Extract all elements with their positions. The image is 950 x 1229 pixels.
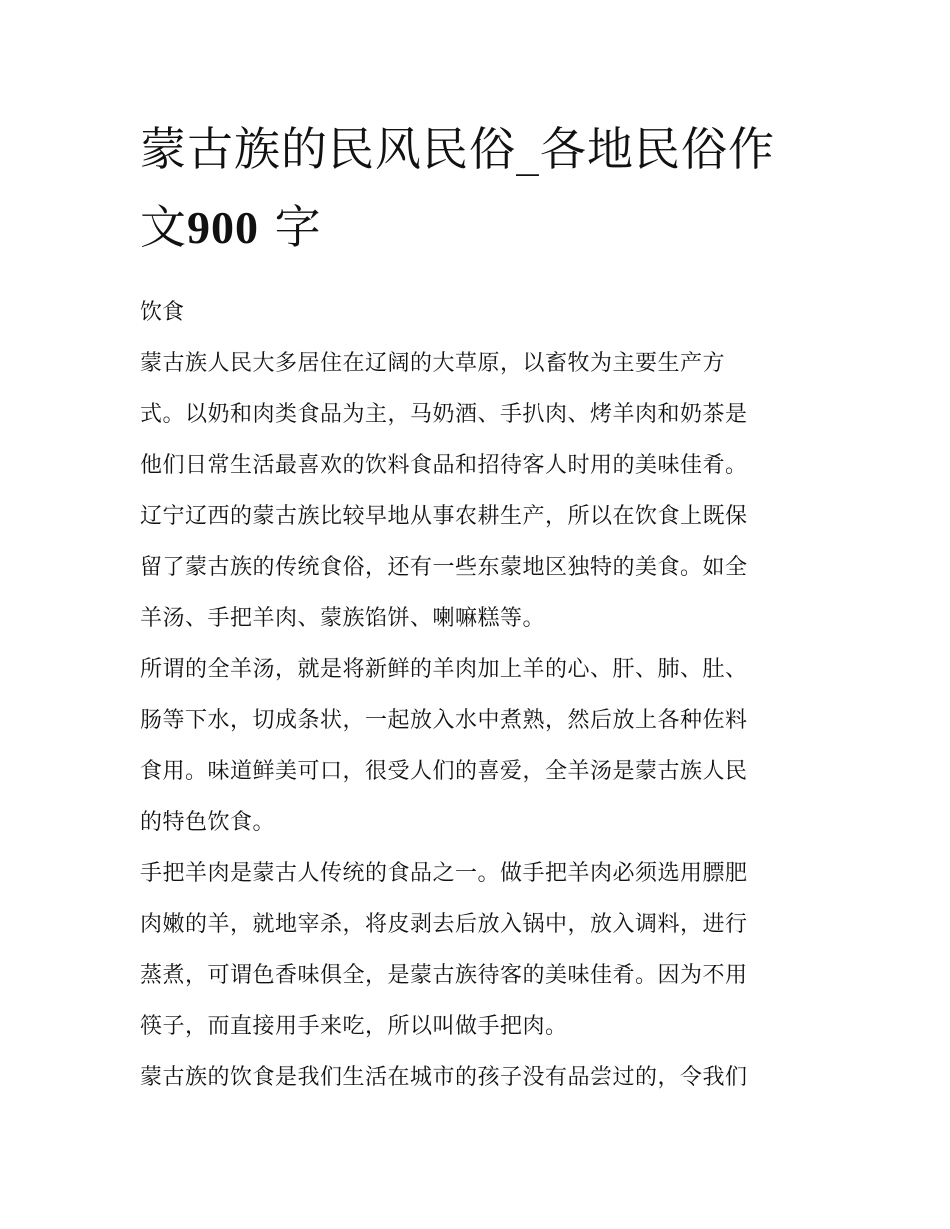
paragraph-line: 留了蒙古族的传统食俗，还有一些东蒙地区独特的美食。如全 — [140, 555, 748, 580]
paragraph-4 — [140, 848, 812, 1052]
paragraph-line: 食用。味道鲜美可口，很受人们的喜爱，全羊汤是蒙古族人民 — [140, 759, 748, 784]
paragraph-line: 式。以奶和肉类食品为主，马奶酒、手扒肉、烤羊肉和奶茶是 — [140, 402, 748, 427]
section-heading: 饮食 — [140, 300, 185, 325]
paragraph-line: 羊汤、手把羊肉、蒙族馅饼、喇嘛糕等。 — [140, 606, 546, 631]
title-prefix: 蒙古族的民风民俗_各地民俗作文 — [140, 122, 775, 254]
paragraph-5 — [140, 1052, 812, 1103]
paragraph-line: 的特色饮食。 — [140, 810, 276, 835]
document-page — [140, 110, 812, 1103]
document-title — [140, 110, 812, 267]
paragraph-2 — [140, 491, 812, 644]
paragraph-line: 筷子，而直接用手来吃，所以叫做手把肉。 — [140, 1014, 568, 1039]
paragraph-3 — [140, 644, 812, 848]
paragraph-line: 肠等下水，切成条状，一起放入水中煮熟，然后放上各种佐料 — [140, 708, 748, 733]
paragraph-line: 蒸煮，可谓色香味俱全，是蒙古族待客的美味佳肴。因为不用 — [140, 963, 748, 988]
title-suffix: 字 — [274, 200, 322, 254]
paragraph-line: 蒙古族人民大多居住在辽阔的大草原，以畜牧为主要生产方 — [140, 351, 726, 376]
paragraph-line: 蒙古族的饮食是我们生活在城市的孩子没有品尝过的，令我们 — [140, 1065, 748, 1090]
paragraph-1 — [140, 338, 812, 491]
paragraph-line: 辽宁辽西的蒙古族比较早地从事农耕生产，所以在饮食上既保 — [140, 504, 748, 529]
paragraph-line: 所谓的全羊汤，就是将新鲜的羊肉加上羊的心、肝、肺、肚、 — [140, 657, 748, 682]
title-number: 900 — [187, 202, 259, 253]
paragraph-line: 他们日常生活最喜欢的饮料食品和招待客人时用的美味佳肴。 — [140, 453, 748, 478]
paragraph-line: 手把羊肉是蒙古人传统的食品之一。做手把羊肉必须选用膘肥 — [140, 861, 748, 886]
paragraph-line: 肉嫩的羊，就地宰杀，将皮剥去后放入锅中，放入调料，进行 — [140, 912, 748, 937]
